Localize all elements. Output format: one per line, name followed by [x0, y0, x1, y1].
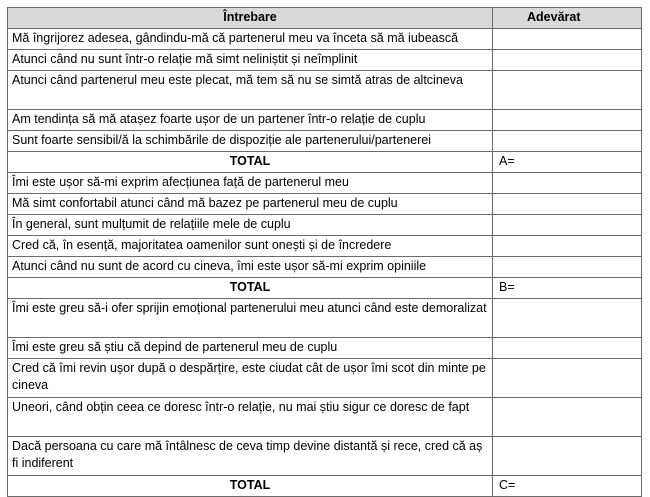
- table-row: [8, 194, 642, 215]
- answer-cell[interactable]: [493, 131, 642, 152]
- table-row: [8, 173, 642, 194]
- question-text: Cred că, în esență, majoritatea oamenilor sunt onești și de încredere: [8, 236, 493, 257]
- question-text: Sunt foarte sensibil/ă la schimbările de dispoziție ale partenerului/partenerei: [8, 131, 493, 152]
- answer-cell[interactable]: [493, 215, 642, 236]
- question-text: Uneori, când obțin ceea ce doresc într-o relație, nu mai știu sigur ce doresc de fapt: [8, 398, 493, 437]
- question-text: Îmi este greu să știu că depind de partenerul meu de cuplu: [8, 338, 493, 359]
- answer-cell[interactable]: [493, 29, 642, 50]
- table-row: [8, 437, 642, 476]
- question-text: Atunci când nu sunt de acord cu cineva, îmi este ușor să-mi exprim opiniile: [8, 257, 493, 278]
- total-row-a: [8, 152, 642, 173]
- question-text: Mă îngrijorez adesea, gândindu-mă că partenerul meu va înceta să mă iubească: [8, 29, 493, 50]
- table-row: [8, 338, 642, 359]
- question-text: Am tendința să mă atașez foarte ușor de un partener într-o relație de cuplu: [8, 110, 493, 131]
- answer-column-header: Adevărat: [493, 8, 642, 29]
- total-label: TOTAL: [8, 476, 493, 497]
- table-row: [8, 398, 642, 437]
- answer-cell[interactable]: [493, 299, 642, 338]
- answer-cell[interactable]: [493, 338, 642, 359]
- table-row: [8, 110, 642, 131]
- table-row: [8, 29, 642, 50]
- question-text: Îmi este ușor să-mi exprim afecțiunea față de partenerul meu: [8, 173, 493, 194]
- table-row: [8, 131, 642, 152]
- header-row: [8, 8, 642, 29]
- question-text: Mă simt confortabil atunci când mă bazez pe partenerul meu de cuplu: [8, 194, 493, 215]
- total-label: TOTAL: [8, 152, 493, 173]
- table-row: [8, 257, 642, 278]
- questionnaire-table: [7, 7, 642, 497]
- answer-cell[interactable]: [493, 359, 642, 398]
- total-row-c: [8, 476, 642, 497]
- answer-cell[interactable]: [493, 173, 642, 194]
- question-text: În general, sunt mulțumit de relațiile mele de cuplu: [8, 215, 493, 236]
- question-text: Îmi este greu să-i ofer sprijin emoțional partenerului meu atunci când este demoralizat: [8, 299, 493, 338]
- table-row: [8, 71, 642, 110]
- total-row-b: [8, 278, 642, 299]
- answer-cell[interactable]: [493, 236, 642, 257]
- answer-cell[interactable]: [493, 50, 642, 71]
- question-column-header: Întrebare: [8, 8, 493, 29]
- answer-cell[interactable]: [493, 437, 642, 476]
- total-value-b[interactable]: B=: [493, 278, 642, 299]
- question-text: Atunci când nu sunt într-o relație mă simt neliniștit și neîmplinit: [8, 50, 493, 71]
- table-row: [8, 359, 642, 398]
- answer-cell[interactable]: [493, 257, 642, 278]
- table-row: [8, 50, 642, 71]
- question-text: Dacă persoana cu care mă întâlnesc de ceva timp devine distantă și rece, cred că aș fi indiferent: [8, 437, 493, 476]
- answer-cell[interactable]: [493, 398, 642, 437]
- table-row: [8, 236, 642, 257]
- answer-cell[interactable]: [493, 110, 642, 131]
- answer-cell[interactable]: [493, 71, 642, 110]
- table-row: [8, 215, 642, 236]
- question-text: Atunci când partenerul meu este plecat, mă tem să nu se simtă atras de altcineva: [8, 71, 493, 110]
- table-row: [8, 299, 642, 338]
- question-text: Cred că îmi revin ușor după o despărțire, este ciudat cât de ușor îmi scot din minte pe cineva: [8, 359, 493, 398]
- total-value-c[interactable]: C=: [493, 476, 642, 497]
- total-label: TOTAL: [8, 278, 493, 299]
- total-value-a[interactable]: A=: [493, 152, 642, 173]
- answer-cell[interactable]: [493, 194, 642, 215]
